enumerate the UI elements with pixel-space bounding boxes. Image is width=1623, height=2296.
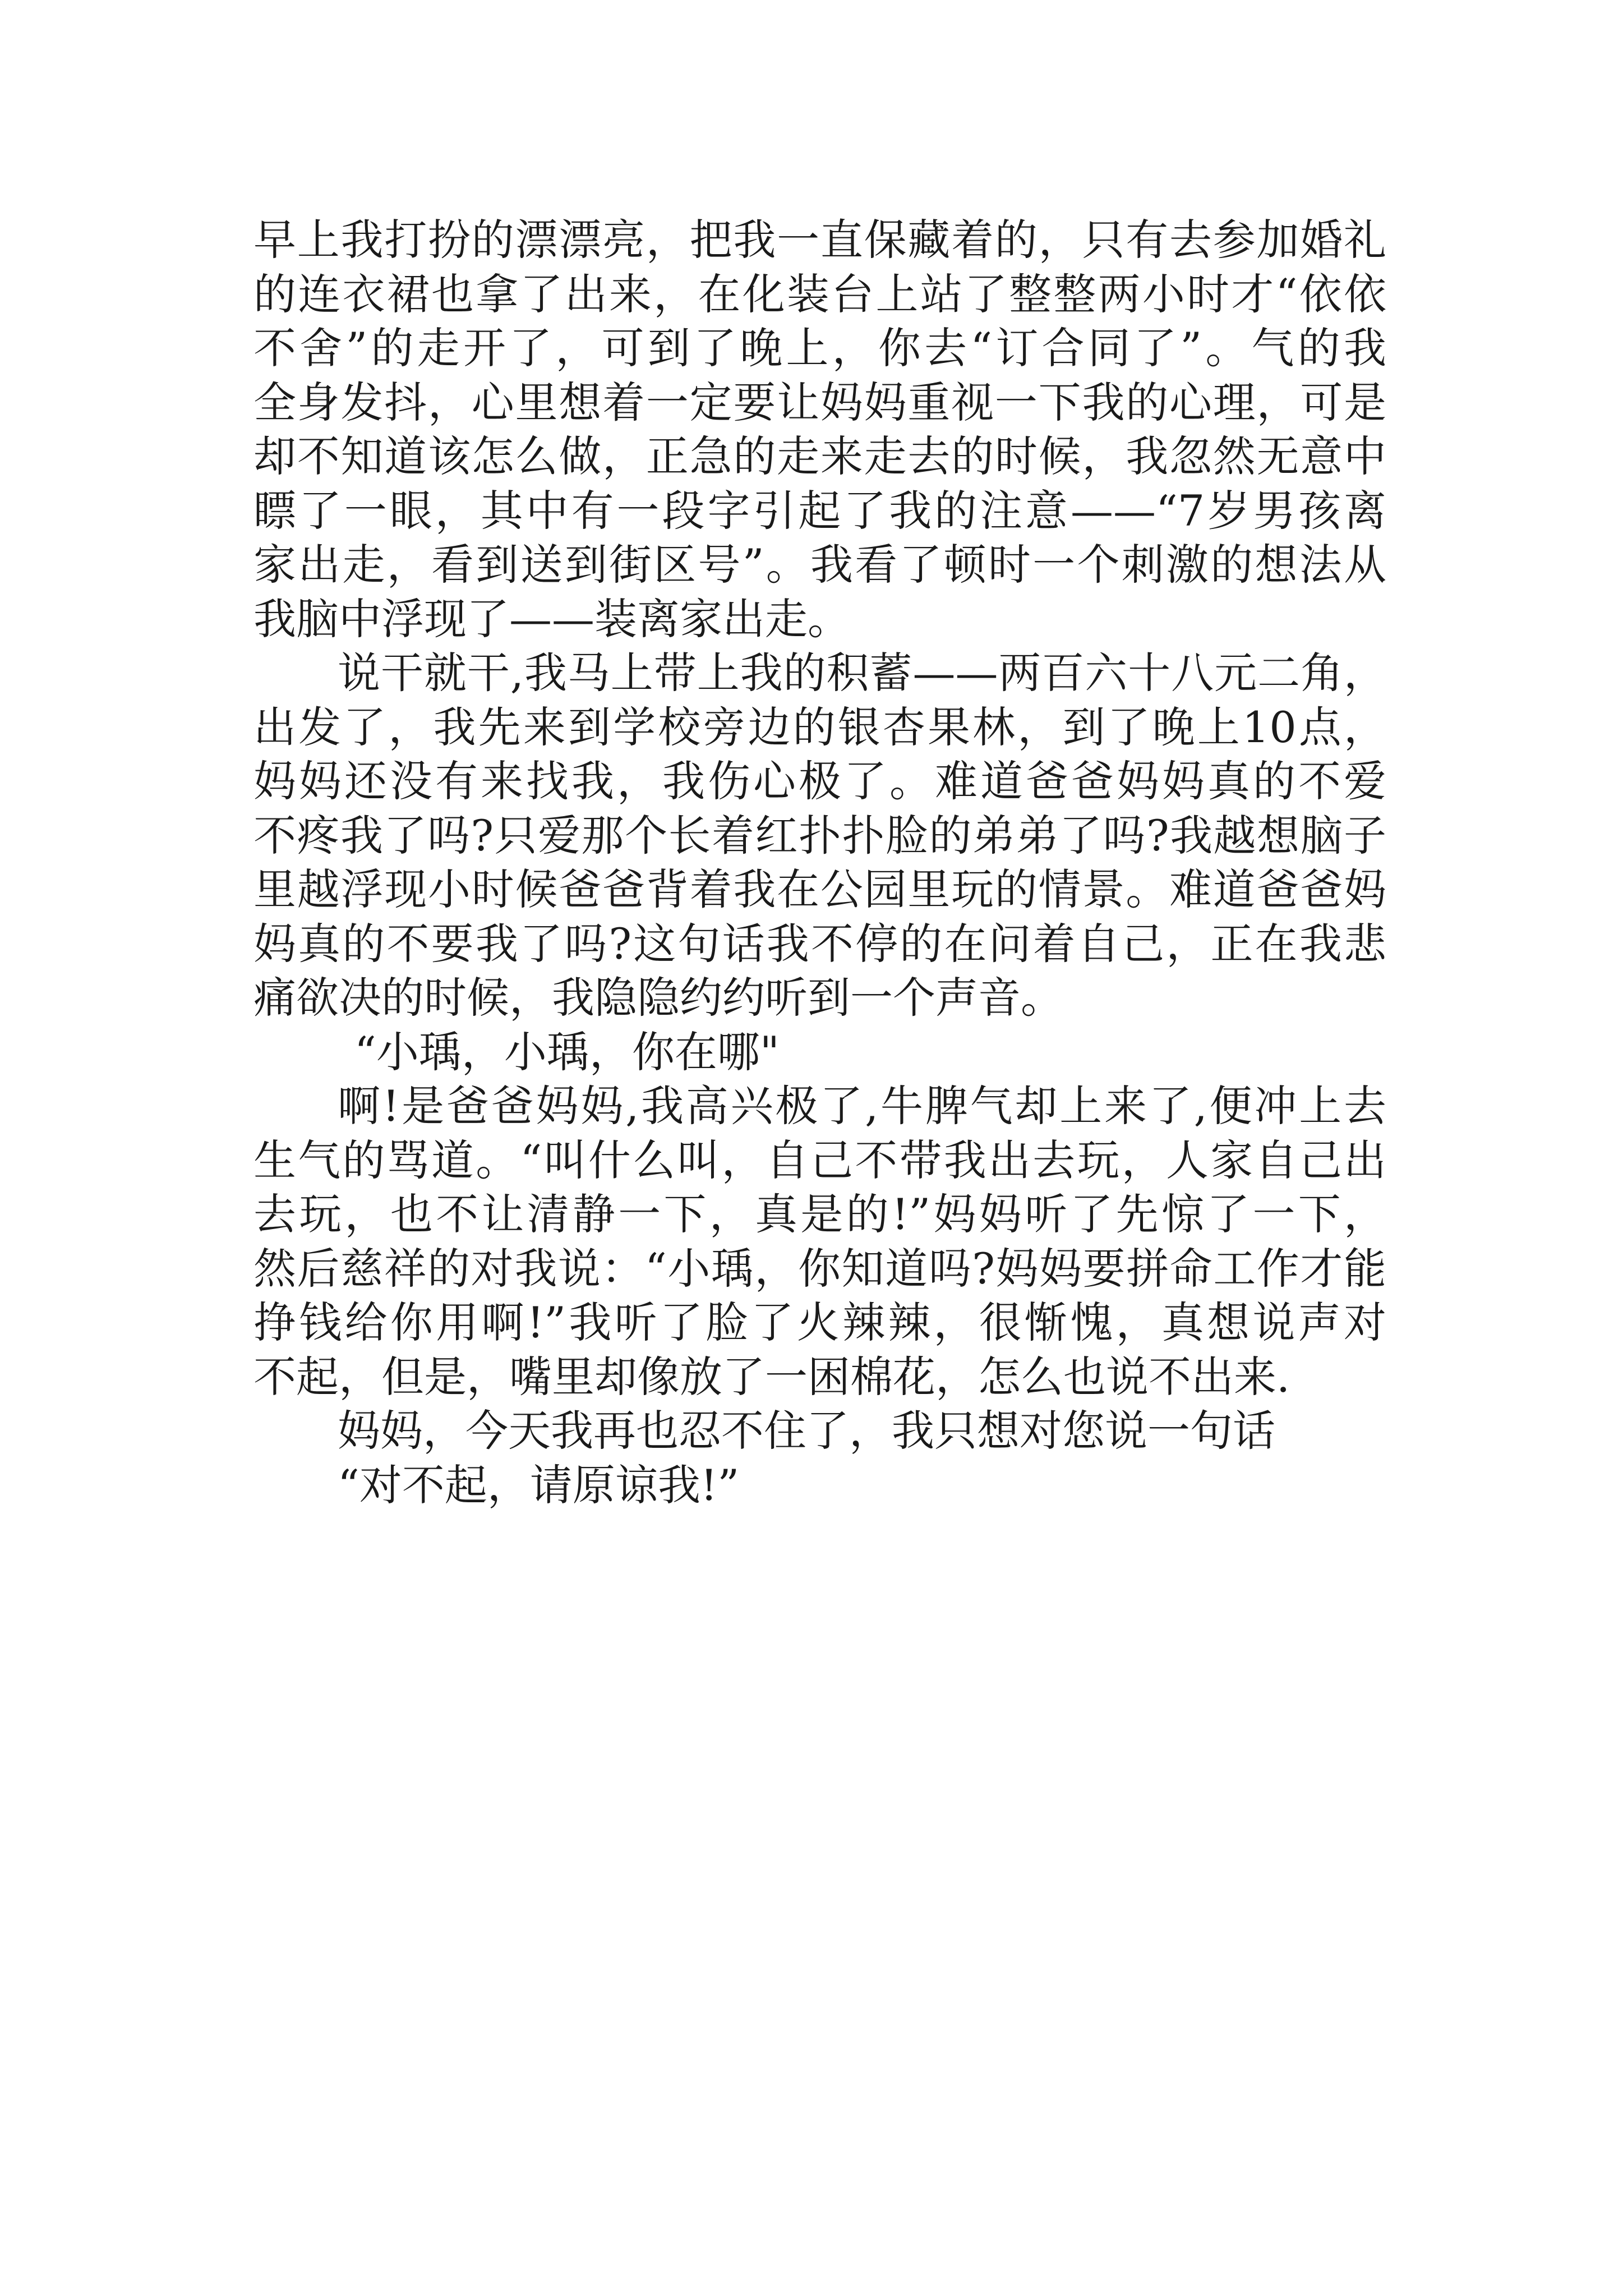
text-line: 不舍”的走开了，可到了晚上，你去“订合同了”。气的我 [253,323,1386,373]
text-line: 我脑中浮现了——装离家出走。 [253,593,850,644]
text-line: 生气的骂道。“叫什么叫，自己不带我出去玩，人家自己出 [253,1135,1386,1185]
text-line: 的连衣裙也拿了出来，在化装台上站了整整两小时才“依依 [253,269,1386,319]
document-body [253,213,1386,1512]
text-line: 家出走，看到送到街区号”。我看了顿时一个刺激的想法从 [253,540,1386,590]
text-line: 去玩，也不让清静一下，真是的!”妈妈听了先惊了一下， [253,1189,1386,1239]
text-line: 不起，但是，嘴里却像放了一困棉花，怎么也说不出来. [253,1351,1290,1402]
text-line: 出发了，我先来到学校旁边的银杏果林，到了晚上10点， [253,702,1386,752]
text-line: “小瑀，小瑀，你在哪" [354,1027,780,1077]
text-line: 然后慈祥的对我说：“小瑀，你知道吗?妈妈要拼命工作才能 [253,1243,1386,1294]
text-line: 挣钱给你用啊!”我听了脸了火辣辣，很惭愧，真想说声对 [253,1297,1386,1347]
text-line: 不疼我了吗?只爱那个长着红扑扑脸的弟弟了吗?我越想脑子 [253,810,1386,861]
text-line: 瞟了一眼，其中有一段字引起了我的注意——“7岁男孩离 [253,485,1386,536]
text-line: 啊!是爸爸妈妈,我高兴极了,牛脾气却上来了,便冲上去 [338,1081,1386,1131]
text-line: 全身发抖，心里想着一定要让妈妈重视一下我的心理，可是 [253,377,1386,427]
text-line: 妈妈还没有来找我，我伤心极了。难道爸爸妈妈真的不爱 [253,756,1386,806]
text-line: 里越浮现小时候爸爸背着我在公园里玩的情景。难道爸爸妈 [253,864,1386,914]
text-line: 却不知道该怎么做，正急的走来走去的时候，我忽然无意中 [253,431,1386,481]
text-line: “对不起，请原谅我!” [338,1460,740,1510]
text-line: 说干就干,我马上带上我的积蓄——两百六十八元二角， [338,648,1386,698]
text-line: 妈妈，今天我再也忍不住了，我只想对您说一句话 [338,1406,1275,1456]
text-line: 妈真的不要我了吗?这句话我不停的在问着自己，正在我悲 [253,918,1386,969]
text-line: 痛欲决的时候，我隐隐约约听到一个声音。 [253,973,1063,1023]
text-line: 早上我打扮的漂漂亮，把我一直保藏着的，只有去参加婚礼 [253,215,1386,265]
